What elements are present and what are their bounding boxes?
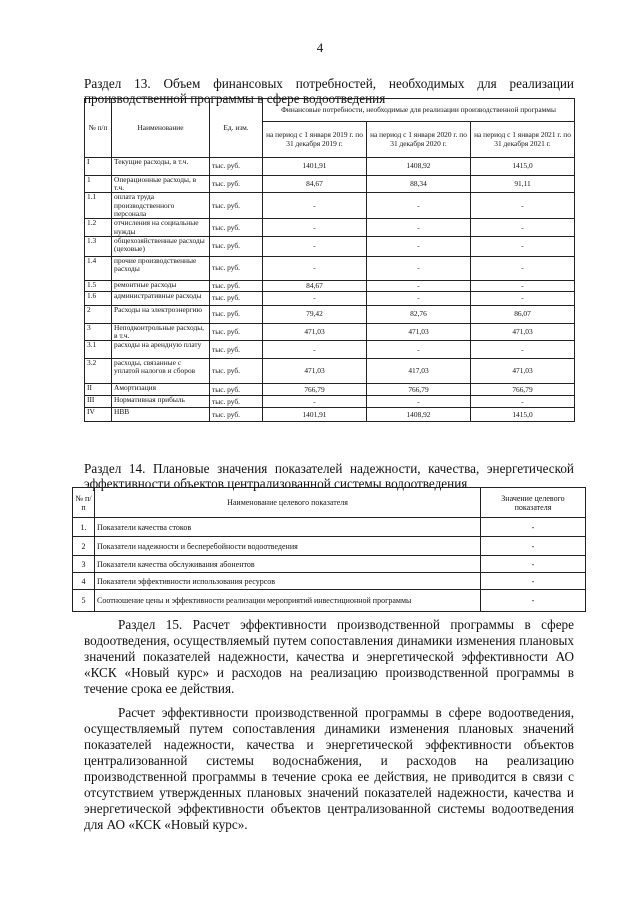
row-value-2021: 766,79 (471, 384, 575, 396)
section15 (84, 617, 574, 833)
row-name: Операционные расходы, в т.ч. (112, 176, 210, 193)
row-value-2020: - (367, 219, 471, 236)
row-value-2020: - (367, 341, 471, 359)
table-row (85, 396, 575, 408)
header-num: № п/п (85, 99, 112, 158)
row-value-2020: 471,03 (367, 323, 471, 340)
row-value-2021: - (471, 396, 575, 408)
row-num: 1.4 (85, 256, 112, 280)
table-row (85, 236, 575, 256)
row-name: Амортизация (112, 384, 210, 396)
row-value-2019: - (263, 291, 367, 305)
page-number: 4 (316, 40, 324, 55)
row-value-2020: - (367, 193, 471, 219)
row-num: 3 (73, 556, 95, 573)
row-value-2021: - (471, 280, 575, 291)
row-value-2021: 1415,0 (471, 158, 575, 176)
row-value-2020: - (367, 236, 471, 256)
row-num: IV (85, 408, 112, 422)
row-name: ремонтные расходы (112, 280, 210, 291)
row-indicator-name: Показатели качества обслуживания абонентов (95, 556, 481, 573)
row-name: расходы, связанные с уплатой налогов и сборов (112, 359, 210, 384)
row-value-2020: 417,03 (367, 359, 471, 384)
row-value-2019: 1401,91 (263, 158, 367, 176)
row-unit: тыс. руб. (210, 408, 263, 422)
row-indicator-name: Показатели качества стоков (95, 518, 481, 537)
row-value-2019: 84,67 (263, 280, 367, 291)
row-unit: тыс. руб. (210, 176, 263, 193)
row-name: НВВ (112, 408, 210, 422)
row-num: 1. (73, 518, 95, 537)
row-name: общехозяйственные расходы (цеховые) (112, 236, 210, 256)
row-num: 1 (85, 176, 112, 193)
row-indicator-value: - (481, 556, 586, 573)
row-value-2021: 471,03 (471, 359, 575, 384)
row-name: административные расходы (112, 291, 210, 305)
row-name: расходы на арендную плату (112, 341, 210, 359)
row-num: 4 (73, 573, 95, 590)
row-unit: тыс. руб. (210, 359, 263, 384)
table-row (73, 537, 586, 556)
row-unit: тыс. руб. (210, 305, 263, 323)
row-value-2019: - (263, 236, 367, 256)
row-num: II (85, 384, 112, 396)
row-value-2021: - (471, 341, 575, 359)
row-value-2019: - (263, 341, 367, 359)
row-unit: тыс. руб. (210, 396, 263, 408)
row-value-2019: 766,79 (263, 384, 367, 396)
row-num: 1.1 (85, 193, 112, 219)
row-value-2021: - (471, 256, 575, 280)
header-num: № п/п (73, 488, 95, 518)
row-value-2020: - (367, 256, 471, 280)
row-num: 3.1 (85, 341, 112, 359)
row-value-2020: 1408,92 (367, 158, 471, 176)
row-indicator-value: - (481, 590, 586, 612)
section13-table (84, 98, 575, 422)
row-value-2020: 88,34 (367, 176, 471, 193)
row-indicator-value: - (481, 573, 586, 590)
section15-paragraph-1: Раздел 15. Расчет эффективности производственной программы в сфере водоотведения, осуществляемый путем сопоставления динамики изменения плановых значений показателей надежности, качества и энергетической эффективности АО «КСК «Новый курс» и расходов на реализацию производственной программы в течение срока ее действия. (84, 617, 574, 696)
header-indicator-value: Значение целевого показателя (481, 488, 586, 518)
table-row (85, 158, 575, 176)
row-value-2021: 91,11 (471, 176, 575, 193)
table-row (85, 384, 575, 396)
table-row (85, 291, 575, 305)
row-name: прочие производственные расходы (112, 256, 210, 280)
header-period-2021: на период с 1 января 2021 г. по 31 декабря 2021 г. (471, 122, 575, 158)
row-value-2021: 471,03 (471, 323, 575, 340)
row-unit: тыс. руб. (210, 384, 263, 396)
row-indicator-value: - (481, 537, 586, 556)
row-unit: тыс. руб. (210, 323, 263, 340)
row-num: 2 (85, 305, 112, 323)
row-value-2020: 766,79 (367, 384, 471, 396)
row-name: Нормативная прибыль (112, 396, 210, 408)
row-value-2019: - (263, 256, 367, 280)
table-row (85, 280, 575, 291)
row-num: III (85, 396, 112, 408)
table-row (73, 590, 586, 612)
section13-title: Раздел 13. Объем финансовых потребностей, необходимых для реализации производственной программы в сфере водоотведения (84, 76, 574, 106)
row-num: 2 (73, 537, 95, 556)
row-num: 1.2 (85, 219, 112, 236)
row-unit: тыс. руб. (210, 291, 263, 305)
table-row (85, 256, 575, 280)
row-indicator-value: - (481, 518, 586, 537)
row-value-2019: - (263, 193, 367, 219)
row-indicator-name: Показатели надежности и бесперебойности водоотведения (95, 537, 481, 556)
row-num: I (85, 158, 112, 176)
table-row (85, 176, 575, 193)
row-value-2021: - (471, 219, 575, 236)
header-indicator-name: Наименование целевого показателя (95, 488, 481, 518)
table-row (73, 573, 586, 590)
row-indicator-name: Соотношение цены и эффективности реализации мероприятий инвестиционной программы (95, 590, 481, 612)
row-name: оплата труда производственного персонала (112, 193, 210, 219)
header-unit: Ед. изм. (210, 99, 263, 158)
row-name: отчисления на социальные нужды (112, 219, 210, 236)
row-value-2021: 86,07 (471, 305, 575, 323)
row-value-2021: - (471, 291, 575, 305)
row-value-2019: 471,03 (263, 359, 367, 384)
section14-table (72, 487, 586, 612)
table-row (85, 193, 575, 219)
row-value-2019: 471,03 (263, 323, 367, 340)
row-value-2020: 82,76 (367, 305, 471, 323)
row-value-2019: 84,67 (263, 176, 367, 193)
row-value-2019: - (263, 396, 367, 408)
row-unit: тыс. руб. (210, 219, 263, 236)
row-num: 1.5 (85, 280, 112, 291)
row-num: 1.3 (85, 236, 112, 256)
row-value-2019: - (263, 219, 367, 236)
header-period-2019: на период с 1 января 2019 г. по 31 декабря 2019 г. (263, 122, 367, 158)
row-num: 3 (85, 323, 112, 340)
header-name: Наименование (112, 99, 210, 158)
table-row (85, 408, 575, 422)
header-period-2020: на период с 1 января 2020 г. по 31 декабря 2020 г. (367, 122, 471, 158)
row-unit: тыс. руб. (210, 341, 263, 359)
row-value-2020: - (367, 396, 471, 408)
row-value-2021: - (471, 193, 575, 219)
table-row (73, 518, 586, 537)
row-unit: тыс. руб. (210, 236, 263, 256)
row-num: 1.6 (85, 291, 112, 305)
row-value-2019: 79,42 (263, 305, 367, 323)
section14-title: Раздел 14. Плановые значения показателей надежности, качества, энергетической эффективности объектов централизованной системы водоотведения (84, 461, 574, 491)
table-row (85, 359, 575, 384)
row-num: 5 (73, 590, 95, 612)
table-row (85, 341, 575, 359)
row-num: 3.2 (85, 359, 112, 384)
row-unit: тыс. руб. (210, 193, 263, 219)
table-row (85, 323, 575, 340)
row-value-2019: 1401,91 (263, 408, 367, 422)
row-unit: тыс. руб. (210, 158, 263, 176)
table-row (85, 305, 575, 323)
row-value-2021: 1415,0 (471, 408, 575, 422)
table-row (73, 556, 586, 573)
section15-paragraph-2: Расчет эффективности производственной программы в сфере водоотведения, осуществляемый путем сопоставления динамики изменения плановых значений показателей надежности, качества и энергетической эффективности объектов централизованной системы водоснабжения, и расходов на реализацию производственной программы в течение срока ее действия, не приводится в связи с отсутствием утвержденных плановых значений показателей надежности, качества и энергетической эффективности объектов централизованной системы водоотведения для АО «КСК «Новый курс». (84, 705, 574, 832)
header-needs: Финансовые потребности, необходимые для реализации производственной программы (263, 99, 575, 122)
row-unit: тыс. руб. (210, 280, 263, 291)
row-name: Неподконтрольные расходы, в т.ч. (112, 323, 210, 340)
row-value-2021: - (471, 236, 575, 256)
row-value-2020: - (367, 280, 471, 291)
row-unit: тыс. руб. (210, 256, 263, 280)
row-value-2020: - (367, 291, 471, 305)
row-indicator-name: Показатели эффективности использования ресурсов (95, 573, 481, 590)
table-row (85, 219, 575, 236)
row-name: Текущие расходы, в т.ч. (112, 158, 210, 176)
row-value-2020: 1408,92 (367, 408, 471, 422)
row-name: Расходы на электроэнергию (112, 305, 210, 323)
